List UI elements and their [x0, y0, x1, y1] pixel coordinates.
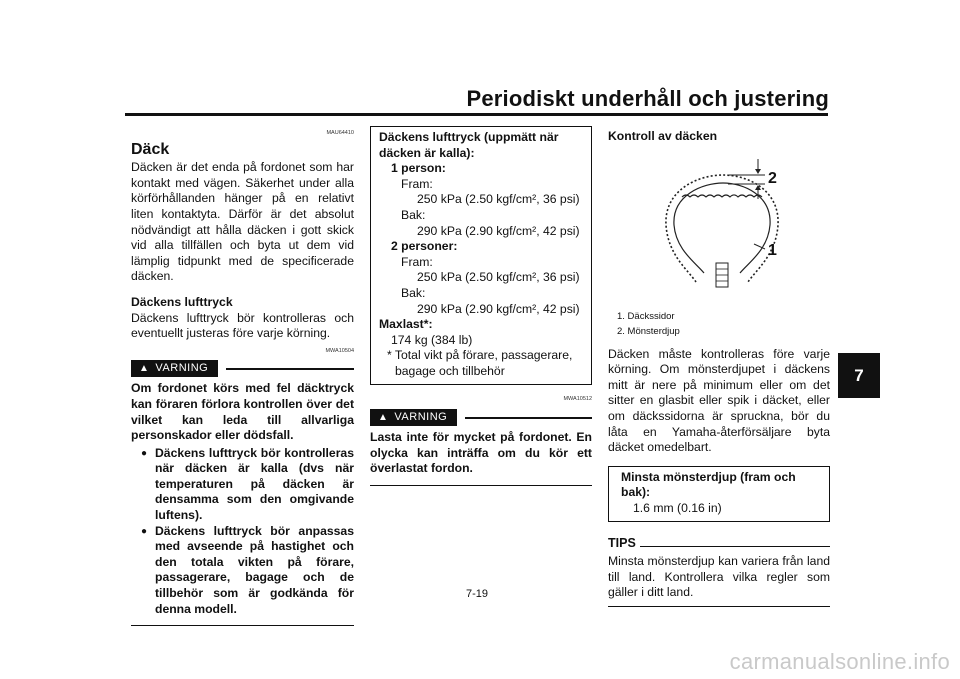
- rear-label: Bak:: [401, 207, 426, 222]
- pressure-spec-box: [370, 126, 592, 385]
- max-load-label: Maxlast*:: [379, 317, 433, 332]
- header-rule: [125, 113, 828, 116]
- tips-label: TIPS: [608, 535, 636, 550]
- section-heading: Kontroll av däcken: [608, 129, 718, 143]
- warning-bullet-list: [131, 446, 354, 618]
- warning-badge: [370, 409, 457, 426]
- two-persons-rear-value: 290 kPa (2.90 kgf/cm², 42 psi): [417, 301, 580, 316]
- warning-triangle-icon: ▲: [378, 411, 389, 423]
- tread-depth-box: [608, 466, 830, 522]
- tips-text: Minsta mönsterdjup kan variera från land till land. Kontrollera vilka regler som gäller i ditt land.: [608, 554, 830, 600]
- warning-end-rule: [370, 485, 592, 486]
- warning-text: Lasta inte för mycket på fordonet. En olycka kan inträffa om du kör ett överlastat fordon.: [370, 430, 592, 476]
- one-person-rear-value: 290 kPa (2.90 kgf/cm², 42 psi): [417, 223, 580, 238]
- section-heading: Däck: [131, 140, 170, 158]
- left-column: [131, 126, 354, 626]
- warning-code: MWA10504: [325, 347, 354, 354]
- pressure-box-title: Däckens lufttryck (uppmätt när däcken är kalla):: [379, 130, 559, 160]
- tips-end-rule: [608, 606, 830, 607]
- one-person-label: 1 person:: [391, 161, 446, 176]
- tips-rule: [640, 546, 830, 547]
- max-load-value: 174 kg (384 lb): [391, 332, 473, 347]
- page-header-title: Periodiskt underhåll och justering: [466, 86, 829, 111]
- warning-rule: [465, 417, 592, 419]
- watermark: carmanualsonline.info: [729, 649, 950, 674]
- warning-text: Om fordonet körs med fel däcktryck kan föraren förlora kontrollen över det vilket kan leda till allvarliga personskador eller dödsfall.: [131, 381, 354, 443]
- warning-code: MWA10512: [563, 395, 592, 402]
- chapter-tab: 7: [838, 353, 880, 398]
- front-label: Fram:: [401, 176, 433, 191]
- tire-diagram: [608, 145, 830, 295]
- subsection-paragraph: Däckens lufttryck bör kontrolleras och eventuellt justeras före varje körning.: [131, 310, 354, 341]
- warning-triangle-icon: ▲: [139, 363, 150, 375]
- intro-paragraph: Däcken är det enda på fordonet som har kontakt med vägen. Säkerhet under alla körförhållanden hänger på en relativt liten kontaktyta. Därför är det absolut nödvändigt att hålla däcken i gott skick vid alla tillfällen och byta ut dem vid lämplig tidpunkt med de specificerade däcken.: [131, 160, 354, 284]
- section-code: MAU64410: [326, 130, 354, 136]
- warning-end-rule: [131, 625, 354, 626]
- front-label: Fram:: [401, 254, 433, 269]
- middle-column: [370, 126, 592, 486]
- tips-header: [608, 536, 830, 552]
- rear-label: Bak:: [401, 285, 426, 300]
- max-load-footnote: * Total vikt på förare, passagerare, bagage och tillbehör: [387, 348, 573, 378]
- callout-2: 2: [768, 169, 777, 187]
- caption-item: 2. Mönsterdjup: [617, 325, 680, 337]
- caption-item: 1. Däckssidor: [617, 310, 675, 322]
- warning-badge: [131, 360, 218, 377]
- right-column: [608, 126, 830, 607]
- figure-captions: [608, 309, 830, 339]
- page-number: 7-19: [466, 588, 489, 600]
- warning-label: VARNING: [155, 362, 209, 375]
- subsection-heading: Däckens lufttryck: [131, 294, 233, 309]
- tread-depth-value: 1.6 mm (0.16 in): [633, 500, 722, 515]
- one-person-front-value: 250 kPa (2.50 kgf/cm², 36 psi): [417, 192, 580, 207]
- inspection-paragraph: Däcken måste kontrolleras före varje körning. Om mönsterdjupet i däckens mitt är nere på minimum eller om det sitter en glasbit eller spik i däcket, eller om däckssidorna är spruckna, bör du låta en Yamaha-återförsäljare byta däcket omedelbart.: [608, 346, 830, 455]
- tread-depth-title: Minsta mönsterdjup (fram och bak):: [621, 469, 796, 500]
- two-persons-label: 2 personer:: [391, 239, 458, 254]
- list-item: ● Däckens lufttryck bör kontrolleras när däcken är kalla (dvs när temperaturen på däcken är densamma som den omgivande luftens).: [141, 446, 354, 524]
- warning-header: [370, 409, 592, 426]
- callout-1: 1: [768, 241, 777, 259]
- two-persons-front-value: 250 kPa (2.50 kgf/cm², 36 psi): [417, 270, 580, 285]
- warning-rule: [226, 368, 354, 370]
- warning-header: [131, 360, 354, 377]
- tire-cross-section-illustration: [608, 145, 830, 295]
- list-item: ● Däckens lufttryck bör anpassas med avseende på hastighet och den totala vikten på förare, passagerare, bagage och de tillbehör som är godkända för denna modell.: [141, 524, 354, 618]
- warning-label: VARNING: [394, 410, 448, 423]
